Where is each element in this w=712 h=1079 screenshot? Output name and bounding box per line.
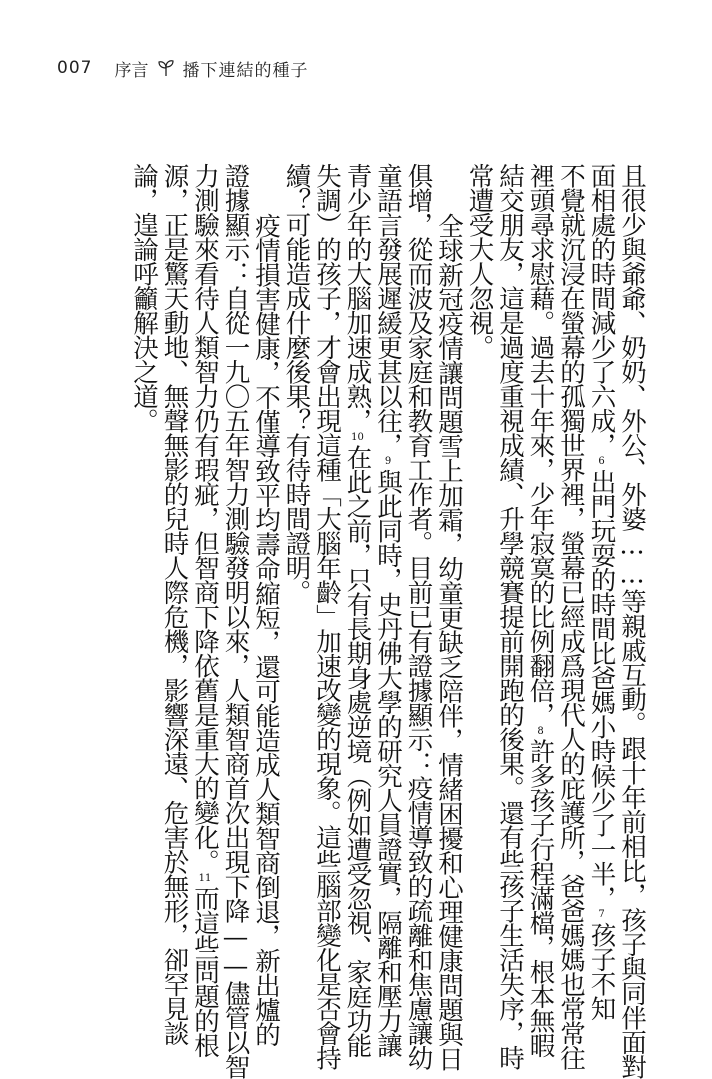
- footnote-marker: 10: [351, 431, 364, 443]
- text-column: [129, 163, 160, 923]
- text-column: [190, 163, 221, 1057]
- text-run: 裡頭尋求慰藉。過去十年來，少年寂寞的比例翻倍，: [525, 163, 556, 727]
- text-run: 而這些問題的根: [190, 885, 220, 1057]
- text-column: [312, 163, 343, 1070]
- text-column: [525, 163, 556, 1057]
- text-run: 不覺就沉浸在螢幕的孤獨世界裡，螢幕已經成爲現代人的庇護所，爸爸媽媽也常常往: [556, 163, 586, 1070]
- body-text: [75, 163, 647, 1079]
- text-run: 結交朋友，這是過度重視成績、升學競賽提前開跑的後果。還有些孩子生活失序，時: [495, 163, 525, 1070]
- footnote-marker: 6: [598, 456, 605, 467]
- text-run: 源，正是驚天動地、無聲無影的兒時人際危機，影響深遠、危害於無形，卻罕見談: [159, 163, 190, 1045]
- section-label: 序言: [114, 60, 149, 81]
- text-run: 俱增，從而波及家庭和教育工作者。目前已有證據顯示：疫情導致的疏離和焦慮讓幼: [403, 163, 434, 1070]
- text-run: 證據顯示：自從一九〇五年智力測驗發明以來，人類智商首次出現下降——儘管以智: [220, 163, 251, 1079]
- text-run: 論，遑論呼籲解決之道。: [129, 163, 159, 433]
- text-run: 青少年的大腦加速成熟，: [342, 163, 373, 433]
- text-run: 面相處的時間減少了六成，: [586, 163, 617, 457]
- text-run: 續？可能造成什麼後果？有待時間證明。: [281, 163, 312, 604]
- text-column: [403, 163, 434, 1070]
- text-run: 與此同時，史丹佛大學的研究人員證實，隔離和壓力讓: [373, 469, 403, 1057]
- text-run: 力測驗來看待人類智力仍有瑕疵，但智商下降依舊是重大的變化。: [190, 163, 220, 874]
- footnote-marker: 8: [537, 725, 544, 737]
- running-header: [57, 55, 308, 81]
- text-run: 在此之前，只有長期身處逆境（例如遭受忽視、家庭功能: [342, 444, 373, 1057]
- text-column: [159, 163, 190, 1045]
- footnote-marker: 11: [198, 872, 212, 884]
- chapter-title: 播下連結的種子: [182, 60, 309, 81]
- text-column: [617, 163, 648, 1079]
- text-run: 出門玩耍的時間比爸媽小時候少了一半，: [586, 469, 617, 910]
- text-run: 常遭受大人忽視。: [464, 163, 495, 359]
- text-column: [281, 163, 312, 923]
- text-run: 疫情損害健康，不僅導致平均壽命縮短，還可能造成人類智商倒退，新出爐的: [251, 213, 281, 1046]
- sprout-icon: [158, 59, 174, 77]
- text-run: 失調）的孩子，才會出現這種「大腦年齡」加速改變的現象。這些腦部變化是否會持: [312, 163, 342, 1070]
- text-column: [556, 163, 587, 1070]
- text-run: 童語言發展遲緩更甚以往，: [373, 163, 403, 457]
- text-column: [251, 163, 282, 1046]
- text-run: 全球新冠疫情讓問題雪上加霜，幼童更缺乏陪伴，情緒困擾和心理健康問題與日: [434, 213, 464, 1071]
- text-column: [220, 163, 251, 1079]
- text-column: [495, 163, 526, 1070]
- text-column: [342, 163, 373, 1057]
- text-run: 許多孩子行程滿檔，根本無暇: [525, 738, 556, 1057]
- footnote-marker: 7: [598, 909, 605, 920]
- text-column: [586, 163, 617, 1020]
- text-column: [434, 163, 465, 1071]
- text-run: 孩子不知: [586, 922, 617, 1020]
- text-column: [373, 163, 404, 1057]
- page-number: 007: [57, 58, 93, 78]
- footnote-marker: 9: [384, 456, 392, 467]
- text-column: [464, 163, 495, 923]
- text-run: 且很少與爺爺、奶奶、外公、外婆……等親戚互動。跟十年前相比，孩子與同伴面對: [617, 163, 647, 1079]
